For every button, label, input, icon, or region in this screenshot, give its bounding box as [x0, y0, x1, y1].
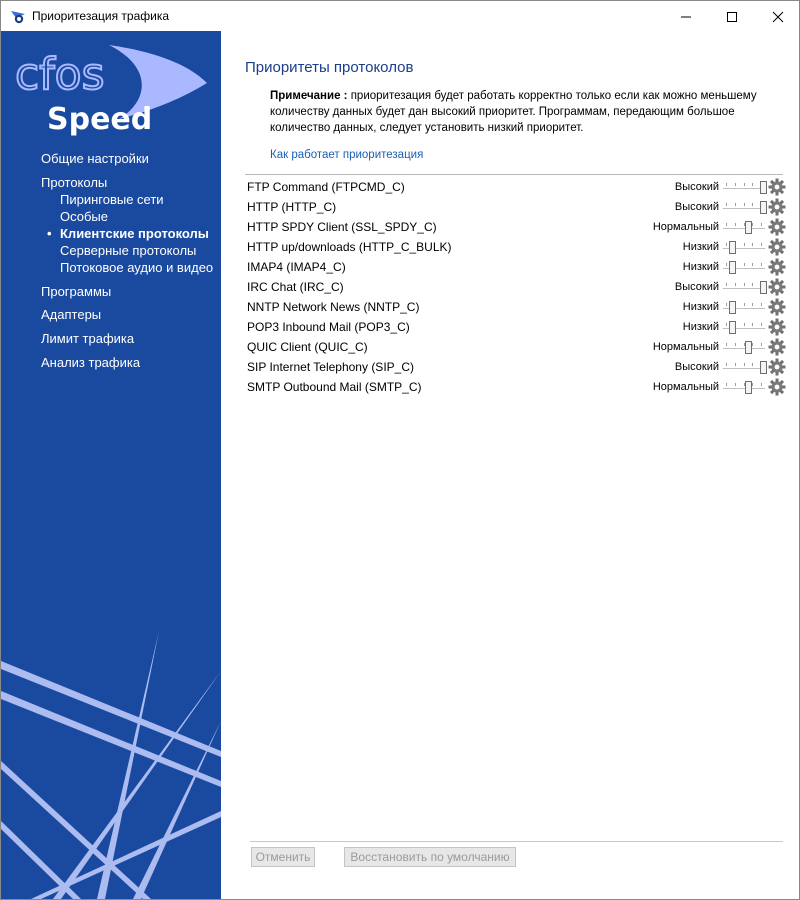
slider-track	[723, 208, 765, 209]
protocol-name: HTTP up/downloads (HTTP_C_BULK)	[247, 240, 452, 254]
priority-slider[interactable]	[723, 319, 765, 335]
active-bullet: •	[47, 226, 52, 241]
how-prioritization-works-link[interactable]: Как работает приоритезация	[270, 149, 424, 161]
sidebar-item-p2p[interactable]: Пиринговые сети	[60, 192, 164, 207]
note-body: приоритезация будет работать корректно только если как можно меньшему количеству данных будет дан высокий приоритет. Программам, передающим большое количество данных, следует установить низкий приоритет.	[270, 90, 757, 134]
slider-thumb[interactable]	[729, 321, 736, 334]
slider-track	[723, 348, 765, 349]
note-text	[270, 88, 785, 136]
protocol-row	[245, 237, 791, 257]
logo-speed-text: Speed	[47, 102, 153, 137]
slider-tick	[752, 383, 753, 386]
slider-tick	[735, 203, 736, 206]
maximize-button[interactable]	[709, 1, 755, 32]
sidebar-item-general[interactable]: Общие настройки	[41, 151, 149, 166]
gear-icon[interactable]	[768, 178, 786, 196]
slider-tick	[735, 223, 736, 226]
protocol-name: SIP Internet Telephony (SIP_C)	[247, 360, 414, 374]
slider-tick	[752, 243, 753, 246]
sidebar-item-adapters[interactable]: Адаптеры	[41, 307, 102, 322]
protocol-row	[245, 257, 791, 277]
sidebar-item-traffic-analysis[interactable]: Анализ трафика	[41, 355, 141, 370]
priority-label: Нормальный	[652, 341, 719, 353]
main-panel	[221, 31, 799, 899]
protocol-row	[245, 337, 791, 357]
divider	[245, 174, 783, 175]
slider-thumb[interactable]	[729, 241, 736, 254]
gear-icon[interactable]	[768, 218, 786, 236]
gear-icon[interactable]	[768, 298, 786, 316]
slider-tick	[761, 343, 762, 346]
protocol-name: NNTP Network News (NNTP_C)	[247, 300, 420, 314]
gear-icon[interactable]	[768, 358, 786, 376]
note-label: Примечание :	[270, 90, 348, 102]
slider-tick	[735, 283, 736, 286]
logo-cfos-text: cfos	[15, 49, 105, 100]
priority-slider[interactable]	[723, 179, 765, 195]
priority-label: Высокий	[674, 201, 719, 213]
protocol-row	[245, 317, 791, 337]
sidebar-item-streaming[interactable]: Потоковое аудио и видео	[60, 260, 214, 275]
gear-icon[interactable]	[768, 318, 786, 336]
slider-tick	[744, 183, 745, 186]
slider-track	[723, 368, 765, 369]
priority-label: Высокий	[674, 181, 719, 193]
priority-slider[interactable]	[723, 359, 765, 375]
protocol-name: HTTP (HTTP_C)	[247, 200, 337, 214]
gear-icon[interactable]	[768, 338, 786, 356]
slider-track	[723, 388, 765, 389]
priority-slider[interactable]	[723, 379, 765, 395]
priority-label: Низкий	[682, 261, 719, 273]
slider-tick	[752, 283, 753, 286]
slider-track	[723, 288, 765, 289]
protocol-row	[245, 177, 791, 197]
slider-thumb[interactable]	[745, 221, 752, 234]
priority-label: Низкий	[682, 301, 719, 313]
slider-tick	[744, 363, 745, 366]
slider-tick	[744, 263, 745, 266]
slider-tick	[744, 203, 745, 206]
sidebar-item-protocols[interactable]: Протоколы	[41, 175, 108, 190]
sidebar-item-label: Клиентские протоколы	[60, 226, 209, 241]
sidebar-item-special[interactable]: Особые	[60, 209, 109, 224]
slider-tick	[726, 203, 727, 206]
protocol-name: IRC Chat (IRC_C)	[247, 280, 344, 294]
slider-tick	[752, 183, 753, 186]
protocol-name: SMTP Outbound Mail (SMTP_C)	[247, 380, 422, 394]
slider-tick	[752, 203, 753, 206]
slider-thumb[interactable]	[729, 301, 736, 314]
priority-slider[interactable]	[723, 219, 765, 235]
slider-thumb[interactable]	[760, 201, 767, 214]
slider-tick	[744, 283, 745, 286]
slider-tick	[761, 243, 762, 246]
slider-tick	[744, 323, 745, 326]
slider-tick	[726, 343, 727, 346]
slider-tick	[752, 303, 753, 306]
protocol-row	[245, 297, 791, 317]
gear-icon[interactable]	[768, 278, 786, 296]
gear-icon[interactable]	[768, 198, 786, 216]
priority-slider[interactable]	[723, 199, 765, 215]
protocol-name: POP3 Inbound Mail (POP3_C)	[247, 320, 410, 334]
priority-slider[interactable]	[723, 259, 765, 275]
maximize-icon	[726, 11, 738, 23]
priority-slider[interactable]	[723, 299, 765, 315]
minimize-icon	[680, 11, 692, 23]
slider-tick	[761, 263, 762, 266]
slider-tick	[761, 303, 762, 306]
slider-tick	[752, 343, 753, 346]
slider-tick	[744, 303, 745, 306]
protocol-row	[245, 217, 791, 237]
sidebar-rays-decoration	[1, 591, 221, 899]
slider-tick	[735, 383, 736, 386]
cancel-button[interactable]: Отменить	[251, 847, 315, 867]
slider-tick	[761, 223, 762, 226]
priority-label: Нормальный	[652, 221, 719, 233]
slider-tick	[761, 323, 762, 326]
slider-tick	[735, 183, 736, 186]
close-button[interactable]	[755, 1, 800, 32]
gear-icon[interactable]	[768, 378, 786, 396]
gear-icon[interactable]	[768, 258, 786, 276]
slider-tick	[726, 363, 727, 366]
sidebar-item-traffic-limit[interactable]: Лимит трафика	[41, 331, 135, 346]
slider-track	[723, 188, 765, 189]
protocol-name: IMAP4 (IMAP4_C)	[247, 260, 346, 274]
slider-tick	[752, 323, 753, 326]
slider-tick	[752, 263, 753, 266]
slider-tick	[752, 363, 753, 366]
sidebar-item-programs[interactable]: Программы	[41, 284, 112, 299]
slider-thumb[interactable]	[760, 181, 767, 194]
slider-tick	[726, 263, 727, 266]
priority-label: Высокий	[674, 361, 719, 373]
priority-slider[interactable]	[723, 339, 765, 355]
protocol-row	[245, 197, 791, 217]
protocol-row	[245, 377, 791, 397]
slider-tick	[726, 223, 727, 226]
slider-tick	[726, 303, 727, 306]
protocol-name: FTP Command (FTPCMD_C)	[247, 180, 405, 194]
page-title: Приоритеты протоколов	[245, 59, 414, 76]
slider-thumb[interactable]	[760, 281, 767, 294]
protocol-row	[245, 357, 791, 377]
protocol-row	[245, 277, 791, 297]
slider-thumb[interactable]	[760, 361, 767, 374]
divider	[250, 841, 783, 842]
slider-track	[723, 228, 765, 229]
slider-tick	[735, 343, 736, 346]
priority-label: Низкий	[682, 241, 719, 253]
slider-tick	[735, 363, 736, 366]
window-title: Приоритезация трафика	[32, 9, 170, 23]
slider-tick	[726, 243, 727, 246]
priority-label: Нормальный	[652, 381, 719, 393]
priority-label: Низкий	[682, 321, 719, 333]
title-bar	[0, 0, 800, 31]
protocol-name: QUIC Client (QUIC_C)	[247, 340, 368, 354]
sidebar-item-client-protocols[interactable]	[47, 226, 209, 241]
sidebar-item-server-protocols[interactable]: Серверные протоколы	[60, 243, 197, 258]
restore-defaults-button[interactable]: Восстановить по умолчанию	[344, 847, 516, 867]
slider-tick	[761, 383, 762, 386]
slider-tick	[726, 283, 727, 286]
priority-slider[interactable]	[723, 279, 765, 295]
gear-icon[interactable]	[768, 238, 786, 256]
slider-tick	[744, 243, 745, 246]
priority-slider[interactable]	[723, 239, 765, 255]
slider-tick	[726, 323, 727, 326]
slider-thumb[interactable]	[745, 381, 752, 394]
slider-tick	[752, 223, 753, 226]
minimize-button[interactable]	[663, 1, 709, 32]
sidebar	[1, 31, 221, 899]
slider-tick	[726, 183, 727, 186]
cfos-app-icon	[10, 9, 26, 25]
cfos-speed-logo	[1, 39, 221, 139]
protocol-name: HTTP SPDY Client (SSL_SPDY_C)	[247, 220, 437, 234]
priority-label: Высокий	[674, 281, 719, 293]
slider-tick	[726, 383, 727, 386]
slider-thumb[interactable]	[745, 341, 752, 354]
slider-thumb[interactable]	[729, 261, 736, 274]
close-icon	[772, 11, 784, 23]
